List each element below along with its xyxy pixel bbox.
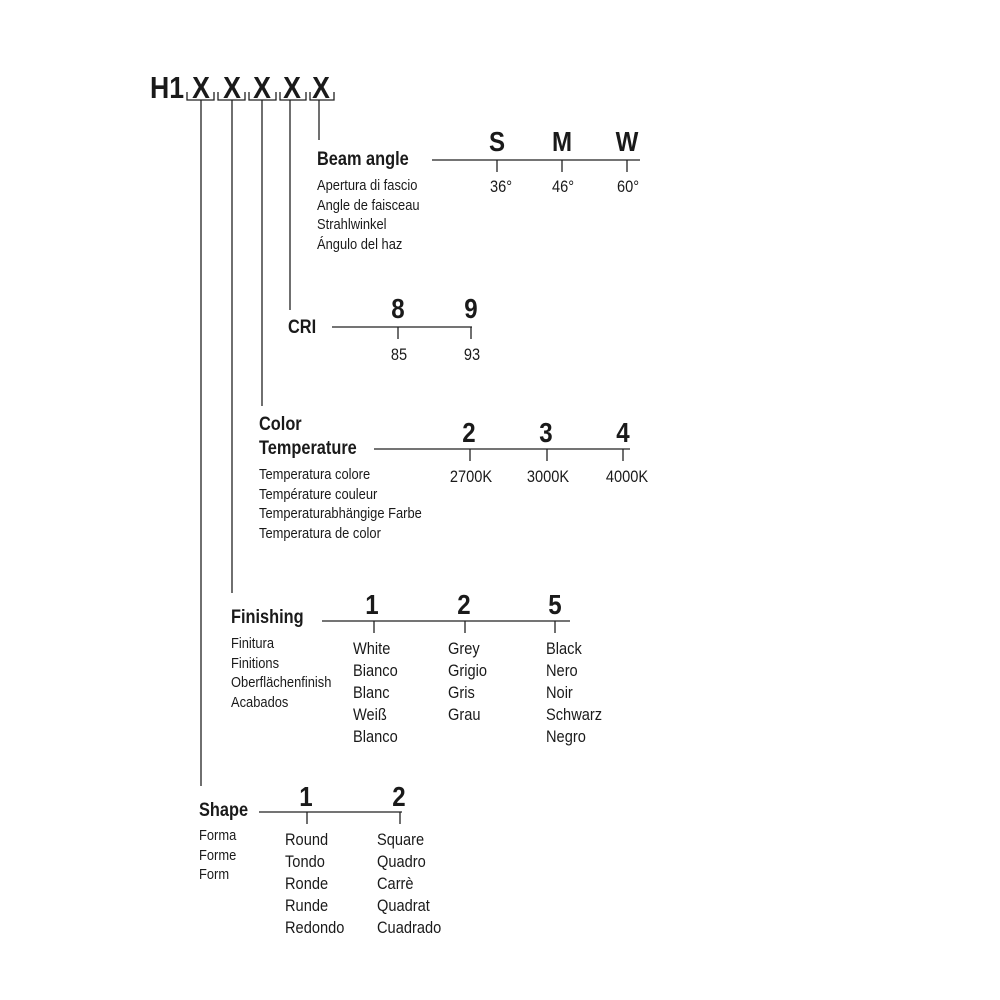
shape-translations (199, 826, 236, 885)
shape-translation: Forma (199, 827, 237, 844)
finishing-value: Grey (448, 639, 480, 658)
code-prefix: H1 (150, 70, 185, 105)
finishing-translation: Finitura (231, 635, 275, 652)
finishing-option-code: 5 (548, 589, 562, 620)
beam-option-value: 46° (551, 177, 575, 196)
finishing-title: Finishing (231, 607, 304, 628)
finishing-value: Bianco (353, 661, 398, 680)
finishing-value: Negro (546, 727, 586, 746)
color-title (259, 413, 357, 461)
beam-option-code: M (551, 126, 573, 157)
finishing-translation: Acabados (231, 693, 289, 711)
code-slot-2: X (223, 70, 241, 105)
beam-option-value: 60° (616, 177, 640, 196)
shape-value: Ronde (285, 874, 329, 893)
beam-option-value: 36° (489, 177, 513, 196)
beam-option-code: S (488, 126, 506, 157)
finishing-value: Weiß (353, 705, 387, 724)
shape-value: Quadrat (377, 896, 430, 915)
shape-value: Cuadrado (377, 918, 442, 937)
color-translation: Temperatura colore (259, 466, 371, 483)
code-slot-5: X (312, 70, 330, 105)
finishing-translation: Oberflächenfinish (231, 674, 332, 691)
finishing-value: Grigio (448, 661, 488, 680)
color-option-value: 2700K (449, 467, 493, 486)
finishing-option-values (448, 638, 487, 726)
finishing-option-values (546, 638, 602, 748)
shape-title: Shape (199, 800, 249, 821)
beam-translation: Strahlwinkel (317, 216, 387, 233)
finishing-value: Noir (546, 683, 573, 702)
shape-value: Round (285, 830, 329, 849)
finishing-value: White (353, 639, 391, 658)
beam-title: Beam angle (317, 149, 409, 170)
beam-option-code: W (615, 126, 639, 157)
shape-option-values (377, 829, 441, 939)
shape-option-values (285, 829, 344, 939)
cri-option-value: 93 (463, 345, 481, 364)
code-slot-3: X (253, 70, 271, 105)
beam-translation: Angle de faisceau (317, 196, 420, 214)
beam-translation: Apertura di fascio (317, 177, 418, 194)
cri-option-value: 85 (390, 345, 408, 364)
color-option-code: 2 (462, 417, 476, 448)
finishing-value: Schwarz (546, 705, 603, 724)
finishing-option-values (353, 638, 398, 748)
color-translation: Temperatura de color (259, 524, 381, 542)
finishing-value: Blanc (353, 683, 390, 702)
color-option-value: 3000K (526, 467, 570, 486)
finishing-translation: Finitions (231, 654, 280, 672)
code-slot-4: X (283, 70, 301, 105)
finishing-value: Black (546, 639, 582, 658)
shape-option-code: 1 (299, 781, 313, 812)
shape-option-code: 2 (392, 781, 406, 812)
shape-translation: Form (199, 866, 230, 883)
color-title-line: Temperature (259, 438, 357, 459)
shape-value: Square (377, 830, 425, 849)
shape-value: Runde (285, 896, 329, 915)
finishing-translations (231, 634, 331, 712)
finishing-option-code: 1 (365, 589, 379, 620)
cri-option-code: 9 (464, 293, 478, 324)
shape-value: Quadro (377, 852, 426, 871)
color-translations (259, 465, 422, 543)
color-option-value: 4000K (605, 467, 649, 486)
finishing-value: Gris (448, 683, 475, 702)
cri-option-code: 8 (391, 293, 405, 324)
shape-value: Redondo (285, 918, 345, 937)
shape-value: Carrè (377, 874, 414, 893)
finishing-value: Blanco (353, 727, 398, 746)
code-slot-1: X (192, 70, 210, 105)
color-title-line: Color (259, 414, 302, 435)
cri-title: CRI (288, 317, 317, 338)
color-translation: Temperaturabhängige Farbe (259, 505, 422, 522)
finishing-value: Grau (448, 705, 481, 724)
beam-translations (317, 176, 420, 254)
finishing-value: Nero (546, 661, 578, 680)
finishing-option-code: 2 (457, 589, 471, 620)
beam-translation: Ángulo del haz (317, 235, 403, 253)
color-option-code: 4 (616, 417, 630, 448)
shape-translation: Forme (199, 846, 237, 864)
shape-value: Tondo (285, 852, 325, 871)
color-option-code: 3 (539, 417, 553, 448)
color-translation: Température couleur (259, 485, 378, 503)
